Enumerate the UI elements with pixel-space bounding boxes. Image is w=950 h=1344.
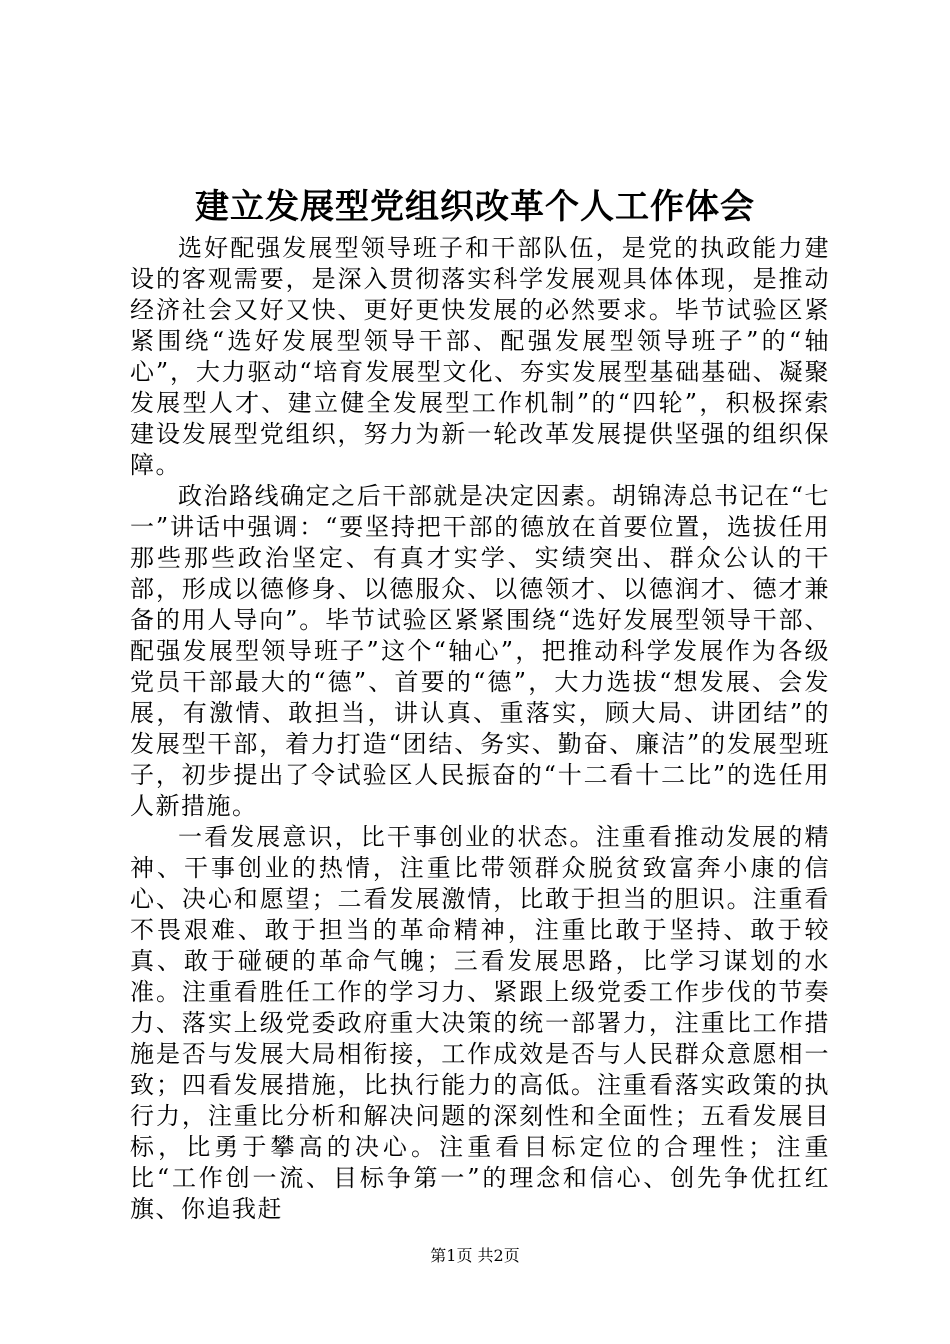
document-title: 建立发展型党组织改革个人工作体会 (195, 187, 755, 227)
paragraph-2: 政治路线确定之后干部就是决定因素。胡锦涛总书记在“七一”讲话中强调：“要坚持把干部的德放在首要位置，选拔任用那些那些政治坚定、有真才实学、实绩突出、群众公认的干部，形成以德修身、以德服众、以德领才、以德润才、德才兼备的用人导向”。毕节试验区紧紧围绕“选好发展型领导干部、配强发展型领导班子”这个“轴心”，把推动科学发展作为各级党员干部最大的“德”、首要的“德”，大力选拔“想发展、会发展，有激情、敢担当，讲认真、重落实，顾大局、讲团结”的发展型干部，着力打造“团结、务实、勤奋、廉洁”的发展型班子，初步提出了令试验区人民振奋的“十二看十二比”的选任用人新措施。 (130, 482, 830, 820)
paragraph-3: 一看发展意识，比干事创业的状态。注重看推动发展的精神、干事创业的热情，注重比带领群众脱贫致富奔小康的信心、决心和愿望；二看发展激情，比敢于担当的胆识。注重看不畏艰难、敢于担当的革命精神，注重比敢于坚持、敢于较真、敢于碰硬的革命气魄；三看发展思路，比学习谋划的水准。注重看胜任工作的学习力、紧跟上级党委工作步伐的节奏力、落实上级党委政府重大决策的统一部署力，注重比工作措施是否与发展大局相衔接，工作成效是否与人民群众意愿相一致；四看发展措施，比执行能力的高低。注重看落实政策的执行力，注重比分析和解决问题的深刻性和全面性；五看发展目标，比勇于攀高的决心。注重看目标定位的合理性；注重比“工作创一流、目标争第一”的理念和信心、创先争优扛红旗、你追我赶 (130, 823, 830, 1223)
page-footer: 第1页 共2页 (430, 1246, 520, 1265)
document-body (130, 233, 830, 1225)
paragraph-1: 选好配强发展型领导班子和干部队伍，是党的执政能力建设的客观需要，是深入贯彻落实科学发展观具体体现，是推动经济社会又好又快、更好更快发展的必然要求。毕节试验区紧紧围绕“选好发展型领导干部、配强发展型领导班子”的“轴心”，大力驱动“培育发展型文化、夯实发展型基础基础、凝聚发展型人才、建立健全发展型工作机制”的“四轮”，积极探索建设发展型党组织，努力为新一轮改革发展提供坚强的组织保障。 (130, 234, 830, 479)
